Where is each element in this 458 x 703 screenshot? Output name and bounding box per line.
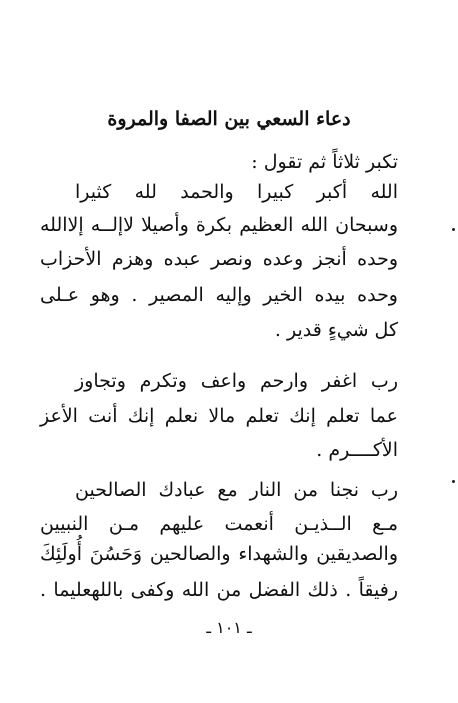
paragraph3-line-1: رب نجنا من النار مع عبادك الصالحين [75,479,398,501]
scan-speck [452,228,455,231]
paragraph1-line-1: الله أكبر كبيرا والحمد لله كثيرا [75,181,398,203]
paragraph2-line-2: عما تعلم إنك تعلم مالا نعلم إنك أنت الأعز [40,405,398,427]
page-number: ـ ١٠١ ـ [206,618,252,637]
intro-line: تكبر ثلاثاً ثم تقول : [251,151,398,173]
scan-speck [452,480,455,483]
paragraph1-line-3: وحده أنجز وعده ونصر عبده وهزم الأحزاب [40,248,398,270]
paragraph1-line-4: وحده بيده الخير وإليه المصير . وهو عـلى [40,284,398,306]
paragraph1-line-5: كل شيءٍ قدير . [274,319,398,341]
paragraph1-line-2: وسبحان الله العظيم بكرة وأصيلا لاإلــه إلاالله [40,214,398,236]
paragraph3-line-2: مـع الــذيـن أنعمت عليهم مـن النبيين [40,513,398,535]
paragraph3-line-3: والصديقين والشهداء والصالحين وَحَسُنَ أُولَئِكَ [40,543,398,565]
page-title: دعاء السعي بين الصفا والمروة [107,108,351,130]
paragraph2-line-1: رب اغفر وارحم واعف وتكرم وتجاوز [75,370,398,392]
paragraph3-line-4: رفيقاً . ذلك الفضل من الله وكفى باللهعليما . [40,579,398,601]
paragraph2-line-3: الأكــــرم . [316,439,398,461]
